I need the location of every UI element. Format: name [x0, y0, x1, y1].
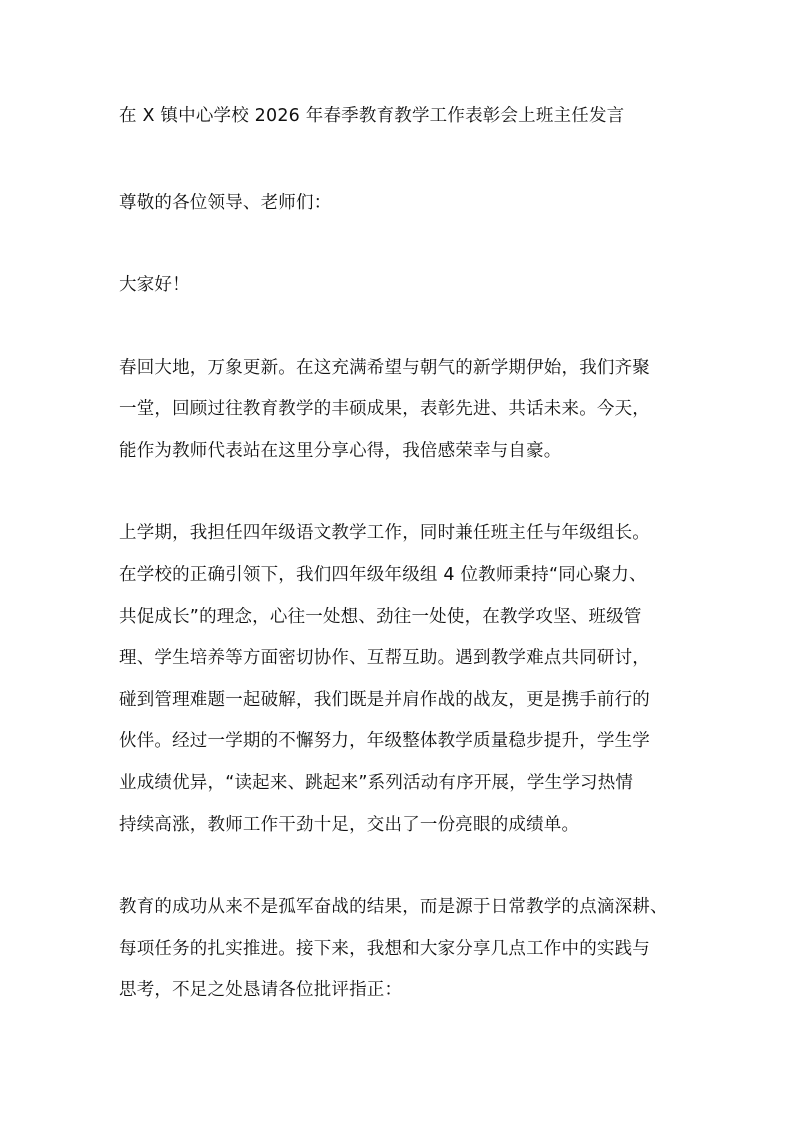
paragraph-line: 春回大地，万象更新。在这充满希望与朝气的新学期伊始，我们齐聚	[119, 358, 650, 378]
paragraph-line: 碰到管理难题一起破解，我们既是并肩作战的战友，更是携手前行的	[119, 690, 650, 710]
paragraph-line: 理、学生培养等方面密切协作、互帮互助。遇到教学难点共同研讨，	[119, 648, 650, 668]
paragraph-line: 一堂，回顾过往教育教学的丰硕成果，表彰先进、共话未来。今天，	[119, 399, 650, 419]
paragraph-line: 每项任务的扎实推进。接下来，我想和大家分享几点工作中的实践与	[119, 939, 650, 959]
salutation: 尊敬的各位领导、老师们：	[119, 193, 332, 213]
paragraph-line: 能作为教师代表站在这里分享心得，我倍感荣幸与自豪。	[119, 441, 562, 461]
paragraph-line: 思考，不足之处恳请各位批评指正：	[119, 980, 403, 1000]
paragraph-line: 共促成长”的理念，心往一处想、劲往一处使，在教学攻坚、班级管	[119, 607, 642, 627]
paragraph-line: 伙伴。经过一学期的不懈努力，年级整体教学质量稳步提升，学生学	[119, 731, 650, 751]
paragraph-line: 业成绩优异，“读起来、跳起来”系列活动有序开展，学生学习热情	[119, 773, 634, 793]
document-title: 在 X 镇中心学校 2026 年春季教育教学工作表彰会上班主任发言	[119, 106, 625, 126]
paragraph-line: 教育的成功从来不是孤军奋战的结果，而是源于日常教学的点滴深耕、	[119, 897, 668, 917]
greeting: 大家好！	[119, 275, 190, 295]
paragraph-line: 持续高涨，教师工作干劲十足，交出了一份亮眼的成绩单。	[119, 815, 580, 835]
paragraph-line: 在学校的正确引领下，我们四年级年级组 4 位教师秉持“同心聚力、	[119, 565, 647, 585]
paragraph-line: 上学期，我担任四年级语文教学工作，同时兼任班主任与年级组长。	[119, 523, 650, 543]
